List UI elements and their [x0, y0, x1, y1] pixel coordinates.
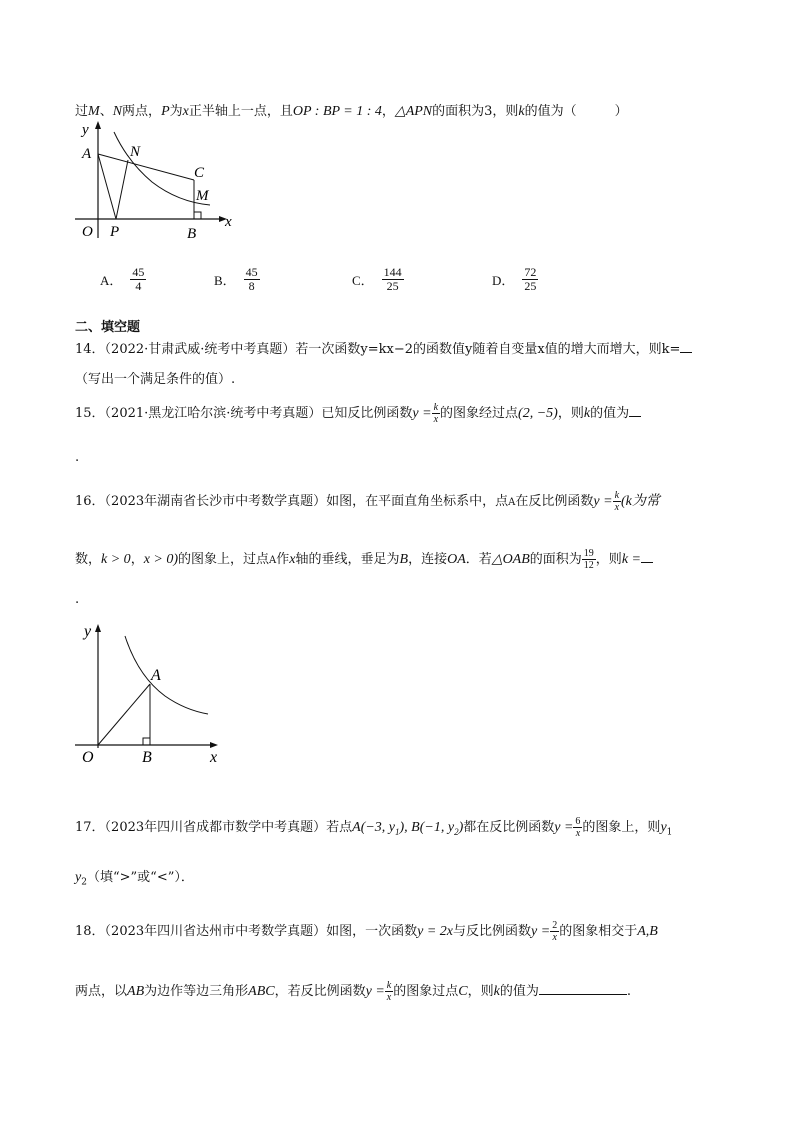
- q16-label-O: O: [82, 749, 94, 766]
- q13-label-C: C: [194, 165, 205, 181]
- q18-answer-blank[interactable]: [539, 982, 627, 995]
- q13-ratio: OP : BP = 1 : 4: [292, 104, 382, 119]
- q16-label-A: A: [151, 667, 161, 684]
- q16-label-y: y: [84, 623, 92, 640]
- q13-segment-PN: [116, 160, 128, 219]
- q16-right-angle: [143, 738, 150, 745]
- q16-line1: 16．（2023年湖南省长沙市中考数学真题）如图，在平面直角坐标系中，点A在反比例函数y = $\frac{k}{x}$ (k为常: [75, 490, 660, 513]
- q13-right-angle: [194, 212, 201, 219]
- q16-label-B: B: [142, 749, 152, 766]
- q16-hyperbola: [125, 636, 208, 714]
- q13-label-y: y: [82, 122, 89, 138]
- q13-label-O: O: [82, 224, 93, 240]
- q18-line1: 18．（2023年四川省达州市中考数学真题）如图，一次函数y = 2x与反比例函数y = $\frac{2}{x}$ 的图象相交于A,B: [75, 920, 658, 943]
- q13-segment-AP: [98, 154, 116, 219]
- q18-line2: 两点，以AB为边作等边三角形ABC，若反比例函数y = $\frac{k}{x}$ 的图象过点C，则k的值为 .: [75, 980, 631, 1003]
- q16-label-x: x: [210, 749, 218, 766]
- q16-line2: 数，k > 0，x > 0)的图象上，过点A作x轴的垂线，垂足为B，连接OA．若△OAB的面积为 $\frac{19}{12}$ ，则k =: [75, 548, 653, 571]
- q13-option-b[interactable]: B． $\frac{45}{8}$: [214, 265, 258, 294]
- q13-label-x: x: [225, 214, 232, 230]
- q14-answer-blank[interactable]: [680, 340, 692, 353]
- q15-answer-blank[interactable]: [629, 404, 641, 417]
- q13-label-M: M: [196, 188, 209, 204]
- q13-option-c[interactable]: C． $\frac{144}{25}$: [352, 265, 402, 294]
- q13-label-A: A: [82, 146, 92, 162]
- q13-label-P: P: [110, 224, 120, 240]
- q16-figure: [70, 620, 230, 770]
- q14-line1: 14．（2022·甘肃武威·统考中考真题）若一次函数y=kx−2的函数值y随着自变量x值的增大而增大，则k=: [75, 338, 692, 357]
- q16-dot: .: [75, 592, 80, 607]
- q16-y-arrow: [95, 624, 101, 632]
- q17-line1: 17．（2023年四川省成都市数学中考真题）若点A(−3, $y_1$), B(−1, $y_2$)都在反比例函数y = $\frac{6}{x}$ 的图象上，则$y_1$: [75, 816, 673, 839]
- q13-y-arrow: [95, 121, 101, 129]
- q15-stem: 15．（2021·黑龙江哈尔滨·统考中考真题）已知反比例函数y = $\frac{k}{x}$ 的图象经过点(2, −5)，则k的值为: [75, 402, 641, 425]
- q13-triangle: △APN: [394, 104, 433, 119]
- q13-option-d[interactable]: D． $\frac{72}{25}$: [492, 265, 537, 294]
- q13-label-N: N: [130, 144, 141, 160]
- section-title: 二、填空题: [75, 320, 141, 335]
- q14-line2: （写出一个满足条件的值）.: [75, 372, 236, 387]
- q15-dot: .: [75, 450, 80, 465]
- q16-answer-blank[interactable]: [641, 550, 653, 563]
- q13-option-a[interactable]: A． $\frac{45}{4}$: [100, 265, 145, 294]
- q13-figure: [70, 118, 240, 243]
- q17-line2: $y_2$（填“>”或“<”）．: [75, 870, 194, 888]
- q16-x-arrow: [210, 742, 218, 748]
- q13-stem: 过M、N两点，P为x正半轴上一点，且OP : BP = 1 : 4，△APN的面积为3，则k的值为（ ）: [75, 104, 628, 119]
- q13-label-B: B: [187, 226, 197, 242]
- q16-segment-OA: [98, 684, 150, 745]
